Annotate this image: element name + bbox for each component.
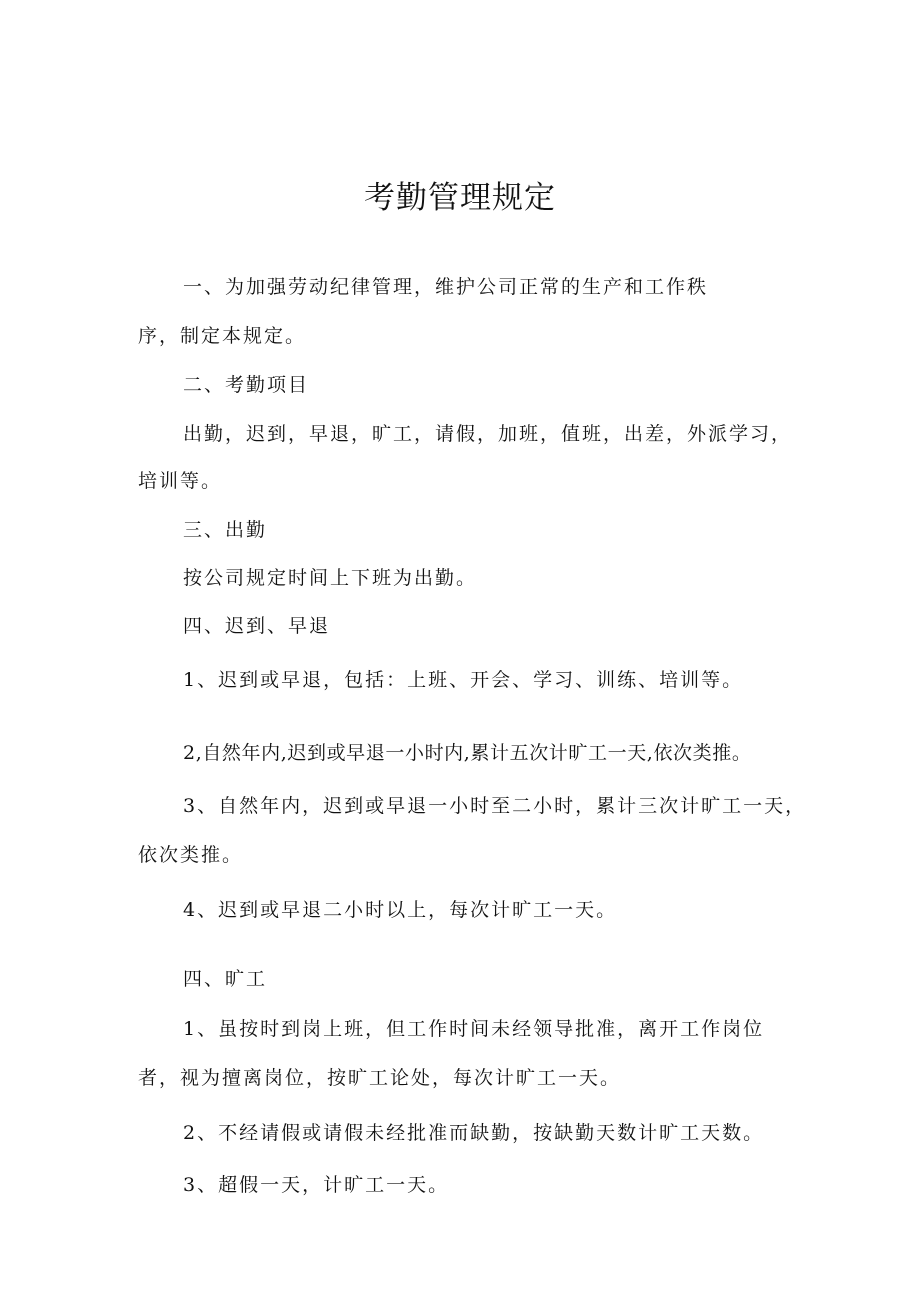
paragraph-line-5: 培训等。 xyxy=(138,470,223,492)
paragraph-line-7: 按公司规定时间上下班为出勤。 xyxy=(183,567,478,589)
paragraph-line-13: 4、迟到或早退二小时以上，每次计旷工一天。 xyxy=(183,899,618,921)
paragraph-line-9: 1、迟到或早退，包括：上班、开会、学习、训练、培训等。 xyxy=(183,669,744,691)
document-title: 考勤管理规定 xyxy=(364,180,556,216)
section-heading-2: 二、考勤项目 xyxy=(183,374,310,396)
section-heading-3: 三、出勤 xyxy=(183,519,268,541)
paragraph-line-12: 依次类推。 xyxy=(138,844,244,866)
paragraph-line-17: 2、不经请假或请假未经批准而缺勤，按缺勤天数计旷工天数。 xyxy=(183,1122,765,1144)
section-heading-4: 四、迟到、早退 xyxy=(183,615,331,637)
paragraph-line-10: 2,自然年内,迟到或早退一小时内,累计五次计旷工一天,依次类推。 xyxy=(183,742,752,764)
paragraph-line-4: 出勤，迟到，早退，旷工，请假，加班，值班，出差，外派学习， xyxy=(183,423,793,445)
paragraph-line-16: 者，视为擅离岗位，按旷工论处，每次计旷工一天。 xyxy=(138,1067,622,1089)
paragraph-line-2: 序，制定本规定。 xyxy=(138,325,307,347)
paragraph-line-15: 1、虽按时到岗上班，但工作时间未经领导批准，离开工作岗位 xyxy=(183,1018,765,1040)
paragraph-line-11: 3、自然年内，迟到或早退一小时至二小时，累计三次计旷工一天， xyxy=(183,795,807,817)
paragraph-line-1: 一、为加强劳动纪律管理，维护公司正常的生产和工作秩 xyxy=(183,276,709,298)
paragraph-line-18: 3、超假一天，计旷工一天。 xyxy=(183,1174,450,1196)
section-heading-5: 四、旷工 xyxy=(183,968,268,990)
